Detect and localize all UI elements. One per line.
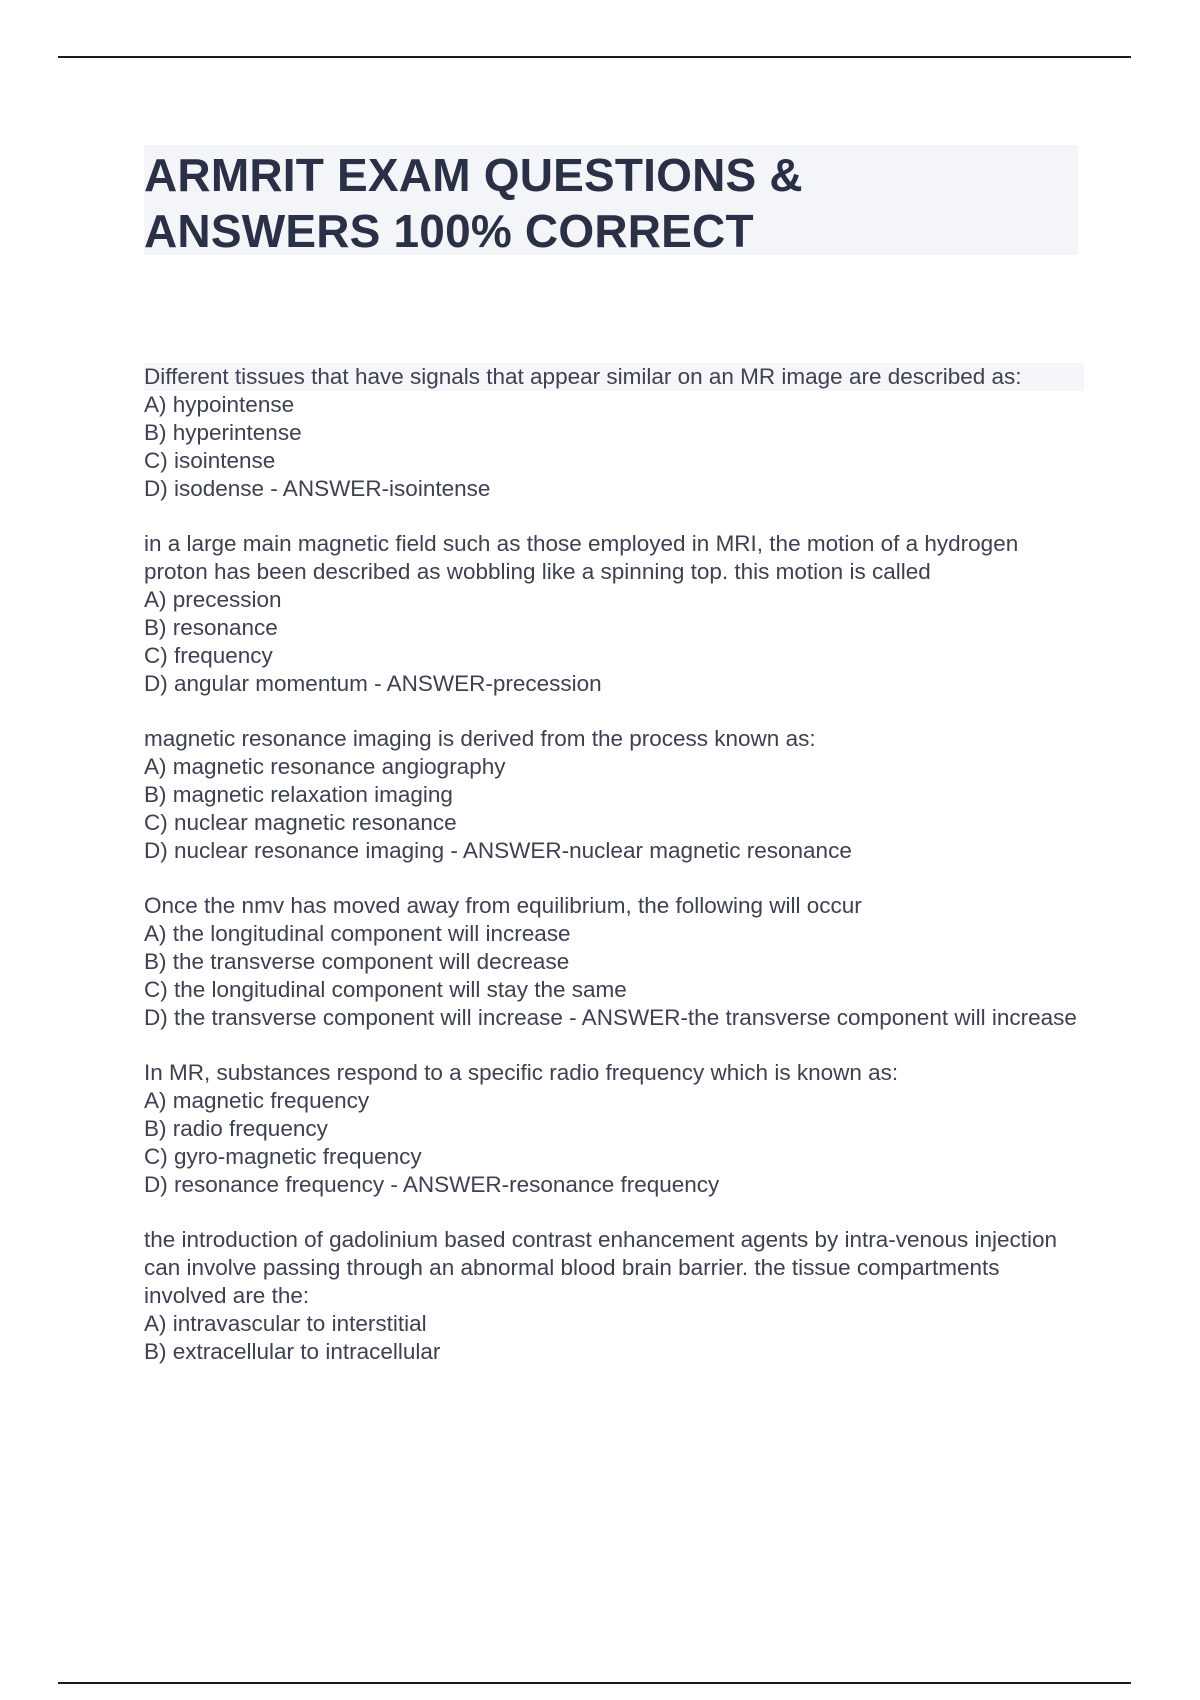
option-a: A) hypointense bbox=[144, 392, 295, 417]
option-b: B) magnetic relaxation imaging bbox=[144, 782, 453, 807]
option-c: C) frequency bbox=[144, 643, 273, 668]
question-5 bbox=[144, 1059, 1084, 1199]
option-a: A) intravascular to interstitial bbox=[144, 1311, 427, 1336]
option-d-answer: D) angular momentum - ANSWER-precession bbox=[144, 671, 602, 696]
option-d-answer: D) nuclear resonance imaging - ANSWER-nuclear magnetic resonance bbox=[144, 838, 852, 863]
title-line-2: ANSWERS 100% CORRECT bbox=[144, 205, 754, 257]
question-6 bbox=[144, 1226, 1084, 1366]
option-b: B) radio frequency bbox=[144, 1116, 328, 1141]
top-rule bbox=[58, 56, 1131, 58]
option-d-answer: D) isodense - ANSWER-isointense bbox=[144, 476, 491, 501]
question-stem: Different tissues that have signals that appear similar on an MR image are described as: bbox=[144, 363, 1084, 391]
option-b: B) extracellular to intracellular bbox=[144, 1339, 441, 1364]
question-3 bbox=[144, 725, 1084, 865]
document-title bbox=[144, 145, 1078, 259]
question-list bbox=[144, 363, 1084, 1393]
option-a: A) magnetic resonance angiography bbox=[144, 754, 506, 779]
option-a: A) magnetic frequency bbox=[144, 1088, 370, 1113]
question-1 bbox=[144, 363, 1084, 503]
option-c: C) gyro-magnetic frequency bbox=[144, 1144, 422, 1169]
option-d-answer: D) the transverse component will increase - ANSWER-the transverse component will increase bbox=[144, 1005, 1077, 1030]
question-stem: the introduction of gadolinium based contrast enhancement agents by intra-venous injection can involve passing through an abnormal blood brain barrier. the tissue compartments involved are the: bbox=[144, 1227, 1058, 1308]
question-4 bbox=[144, 892, 1084, 1032]
question-stem: in a large main magnetic field such as those employed in MRI, the motion of a hydrogen proton has been described as wobbling like a spinning top. this motion is called bbox=[144, 531, 1019, 584]
title-block bbox=[144, 145, 1078, 255]
option-c: C) nuclear magnetic resonance bbox=[144, 810, 457, 835]
option-d-answer: D) resonance frequency - ANSWER-resonance frequency bbox=[144, 1172, 720, 1197]
question-stem: In MR, substances respond to a specific radio frequency which is known as: bbox=[144, 1060, 899, 1085]
option-b: B) the transverse component will decrease bbox=[144, 949, 570, 974]
question-2 bbox=[144, 530, 1084, 698]
option-b: B) resonance bbox=[144, 615, 278, 640]
option-a: A) precession bbox=[144, 587, 282, 612]
option-b: B) hyperintense bbox=[144, 420, 302, 445]
question-stem: Once the nmv has moved away from equilibrium, the following will occur bbox=[144, 893, 862, 918]
option-c: C) isointense bbox=[144, 448, 276, 473]
question-stem: magnetic resonance imaging is derived from the process known as: bbox=[144, 726, 816, 751]
bottom-rule bbox=[58, 1682, 1131, 1684]
option-a: A) the longitudinal component will increase bbox=[144, 921, 571, 946]
option-c: C) the longitudinal component will stay the same bbox=[144, 977, 627, 1002]
title-line-1: ARMRIT EXAM QUESTIONS & bbox=[144, 149, 803, 201]
